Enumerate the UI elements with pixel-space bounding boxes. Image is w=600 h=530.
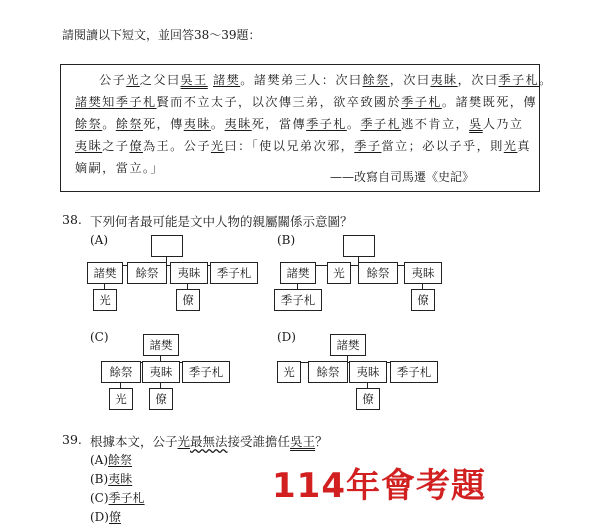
person-name: 季子札 bbox=[401, 95, 442, 109]
person-name: 餘祭 bbox=[362, 73, 390, 87]
emphasis-text: 最無法 bbox=[190, 434, 228, 449]
place-name: 吳王 bbox=[290, 434, 316, 449]
node-zhufan: 諸樊 bbox=[280, 262, 316, 284]
option-label: 餘祭 bbox=[108, 453, 133, 467]
reading-instruction: 請閱讀以下短文，並回答38～39題： bbox=[62, 28, 261, 42]
node-guang: 光 bbox=[327, 262, 351, 284]
node-guang: 光 bbox=[93, 289, 117, 311]
answer-option-a[interactable] bbox=[90, 451, 132, 468]
node-yuji: 餘祭 bbox=[101, 361, 141, 383]
person-name: 夷眛 bbox=[183, 117, 211, 131]
person-name: 季子札 bbox=[306, 117, 347, 131]
node-jizizha: 季子札 bbox=[390, 361, 438, 383]
passage-text: 死，當傳 bbox=[251, 117, 307, 131]
option-c-tag: (C) bbox=[90, 330, 109, 344]
passage-text: 死，傳 bbox=[142, 117, 184, 131]
passage-line-1 bbox=[75, 71, 553, 88]
node-liao: 僚 bbox=[176, 289, 200, 311]
passage-text: 。 bbox=[102, 117, 116, 131]
passage-line-3 bbox=[75, 115, 523, 132]
node-liao: 僚 bbox=[411, 289, 435, 311]
person-name: 季子札 bbox=[360, 117, 402, 131]
exam-year-label: 114年會考題 bbox=[272, 466, 486, 506]
answer-option-b[interactable] bbox=[90, 470, 132, 487]
person-name: 夷眛 bbox=[75, 139, 103, 153]
person-name: 光 bbox=[126, 73, 140, 87]
place-name: 吳 bbox=[469, 117, 483, 131]
person-name: 季子札 bbox=[115, 95, 157, 109]
passage-text: ，次曰 bbox=[389, 73, 431, 87]
node-guang: 光 bbox=[277, 361, 301, 383]
root-node-empty bbox=[151, 235, 183, 257]
passage-text: 當立；必以子乎，則 bbox=[381, 139, 504, 153]
person-name: 光 bbox=[503, 139, 518, 153]
passage-text: 。諸樊弟三人：次曰 bbox=[240, 73, 363, 87]
passage-text: 。 bbox=[346, 117, 361, 131]
answer-option-c[interactable] bbox=[90, 489, 145, 506]
node-liao: 僚 bbox=[149, 388, 173, 410]
person-name: 僚 bbox=[129, 139, 143, 153]
option-d-tag: (D) bbox=[277, 330, 296, 344]
question-text: 接受誰擔任 bbox=[227, 434, 291, 449]
question-39-text bbox=[90, 432, 328, 450]
person-name: 光 bbox=[210, 139, 225, 153]
person-name: 季子 bbox=[354, 139, 382, 153]
passage-text: 。諸樊既死，傳 bbox=[441, 95, 537, 109]
option-tag: (C) bbox=[90, 491, 109, 505]
option-label: 夷眛 bbox=[108, 472, 133, 486]
node-jizizha: 季子札 bbox=[182, 361, 230, 383]
option-a-tag: (A) bbox=[90, 233, 109, 247]
option-tag: (A) bbox=[90, 453, 109, 467]
node-jizizha: 季子札 bbox=[274, 289, 322, 311]
question-38-text: 下列何者最可能是文中人物的親屬關係示意圖？ bbox=[90, 214, 353, 229]
option-tag: (D) bbox=[90, 510, 109, 524]
answer-option-d[interactable] bbox=[90, 508, 121, 525]
node-guang: 光 bbox=[109, 388, 133, 410]
passage-line-5: 嫡嗣，當立。」 bbox=[75, 161, 165, 175]
passage-text: ，次曰 bbox=[457, 73, 499, 87]
node-jizizha: 季子札 bbox=[210, 262, 258, 284]
option-tag: (B) bbox=[90, 472, 109, 486]
person-name: 夷眛 bbox=[430, 73, 458, 87]
node-zhufan: 諸樊 bbox=[330, 334, 366, 356]
person-name: 夷眛 bbox=[224, 117, 252, 131]
passage-text: 真 bbox=[517, 139, 531, 153]
node-yimei: 夷眛 bbox=[142, 361, 180, 383]
passage-text: 公子 bbox=[99, 73, 127, 87]
passage-text: 曰：「使以兄弟次邪， bbox=[224, 139, 355, 153]
option-b-tag: (B) bbox=[277, 233, 296, 247]
node-yuji: 餘祭 bbox=[127, 262, 167, 284]
passage-text: 。 bbox=[210, 117, 225, 131]
node-yuji: 餘祭 bbox=[308, 361, 348, 383]
node-zhufan: 諸樊 bbox=[143, 334, 179, 356]
node-yimei: 夷眛 bbox=[170, 262, 208, 284]
passage-text: 之子 bbox=[102, 139, 130, 153]
node-zhufan: 諸樊 bbox=[87, 262, 123, 284]
person-name: 季子札 bbox=[498, 73, 540, 87]
place-name: 吳王 bbox=[180, 73, 208, 87]
person-name: 諸樊 bbox=[213, 73, 241, 87]
passage-text: 為王。公子 bbox=[142, 139, 211, 153]
passage-text: 之父曰 bbox=[139, 73, 181, 87]
node-liao: 僚 bbox=[356, 388, 380, 410]
person-name: 餘祭 bbox=[75, 117, 103, 131]
root-node-empty bbox=[343, 235, 375, 257]
passage-text: 人乃立 bbox=[482, 117, 524, 131]
passage-text: 賢而不立太子，以次傳三弟，欲卒致國於 bbox=[156, 95, 402, 109]
passage-line-2 bbox=[75, 93, 537, 110]
person-name: 光 bbox=[177, 434, 191, 449]
question-38-number: 38. bbox=[62, 212, 82, 227]
passage-text: 。 bbox=[539, 73, 553, 87]
node-yimei: 夷眛 bbox=[349, 361, 387, 383]
question-text: ？ bbox=[315, 434, 328, 449]
passage-line-4 bbox=[75, 137, 531, 154]
option-label: 季子札 bbox=[108, 491, 145, 505]
node-yimei: 夷眛 bbox=[404, 262, 442, 284]
question-text: 根據本文，公子 bbox=[90, 434, 178, 449]
option-label: 僚 bbox=[108, 510, 121, 524]
question-39-number: 39. bbox=[62, 432, 82, 447]
passage-source: ——改寫自司馬遷《史記》 bbox=[330, 170, 475, 184]
person-name: 諸樊知 bbox=[75, 95, 116, 109]
passage-text: 逃不肯立， bbox=[401, 117, 470, 131]
person-name: 餘祭 bbox=[115, 117, 143, 131]
node-yuji: 餘祭 bbox=[358, 262, 398, 284]
